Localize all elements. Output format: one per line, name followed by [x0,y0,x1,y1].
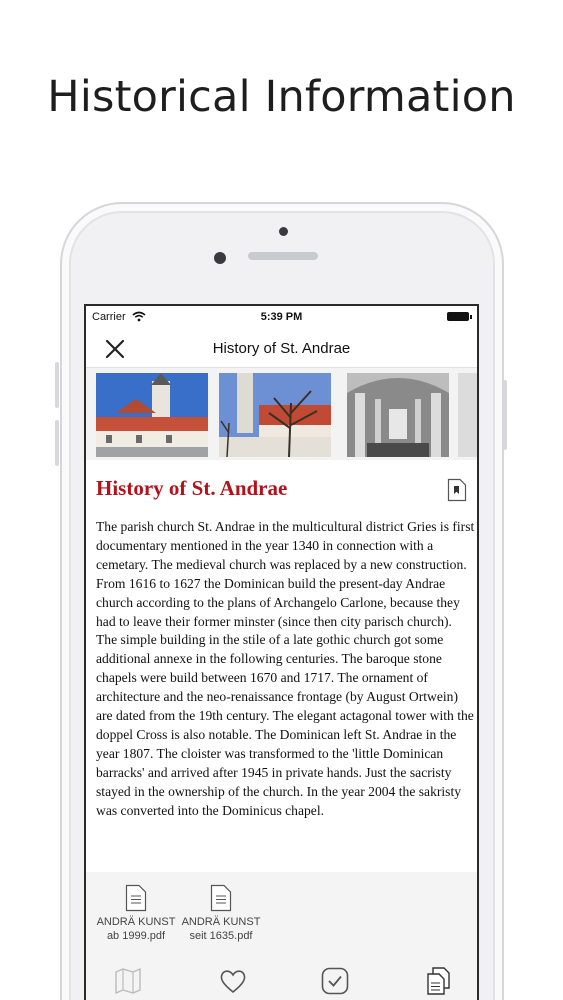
front-camera [214,252,226,264]
document-icon [125,884,147,912]
gallery-image-exterior-2[interactable] [219,373,331,457]
page-headline: Historical Information [47,72,516,122]
battery-icon [447,312,469,321]
map-icon[interactable] [113,966,143,996]
article-body: The parish church St. Andrae in the multicultural district Gries is first documentary mentioned in the year 1340 in connection with a cemetary. The medieval church was replaced by a new construction. From 1616 to 1627 the Dominican build the present-day Andrae church according to the plans of Archangelo Carlone, because they had to leave their former minster (since then city parisch church). The simple building in the stile of a late gothic church got some additional annexe in the following centuries. The baroque stone chapels were build between 1670 and 1717. The ornament of architecture and the neo-renaissance frontage (by August Ortwein) are dated from the 19th century. The elegant actagonal tower with the doppel Cross is also notable. The Dominican left St. Andrae in the year 1807. The cloister was transformed to the 'little Dominican barracks' and arrived after 1945 in private hands. Just the sacristy stayed in the ownership of the church. In the year 2004 the sakristy was converted into the Dominicus chapel. [96,519,475,818]
attachment-label: ANDRÄ KUNST ab 1999.pdf [96,916,176,942]
heart-icon[interactable] [218,966,248,996]
carrier-label: Carrier [92,311,126,323]
volume-up-button [55,362,59,408]
status-bar [86,306,477,328]
documents-icon[interactable] [424,966,454,996]
attachments-bar [86,872,477,964]
image-gallery[interactable] [86,368,477,460]
gallery-image-partial[interactable] [458,373,479,457]
document-icon [210,884,232,912]
nav-title: History of St. Andrae [212,340,351,357]
status-time: 5:39 PM [260,311,303,323]
gallery-image-interior[interactable] [347,373,449,457]
navigation-bar [86,328,477,368]
earpiece-speaker [248,252,318,260]
volume-down-button [55,420,59,466]
checkmark-icon[interactable] [320,966,350,996]
attachment-item[interactable] [176,884,266,943]
gallery-image-exterior-1[interactable] [96,373,208,457]
app-screen [84,304,479,1000]
proximity-sensor [279,227,288,236]
attachment-label: ANDRÄ KUNST seit 1635.pdf [181,916,261,942]
tab-bar [86,964,477,1000]
article-title: History of St. Andrae [96,476,288,500]
attachment-item[interactable] [91,884,181,943]
bookmark-icon[interactable] [447,478,467,502]
